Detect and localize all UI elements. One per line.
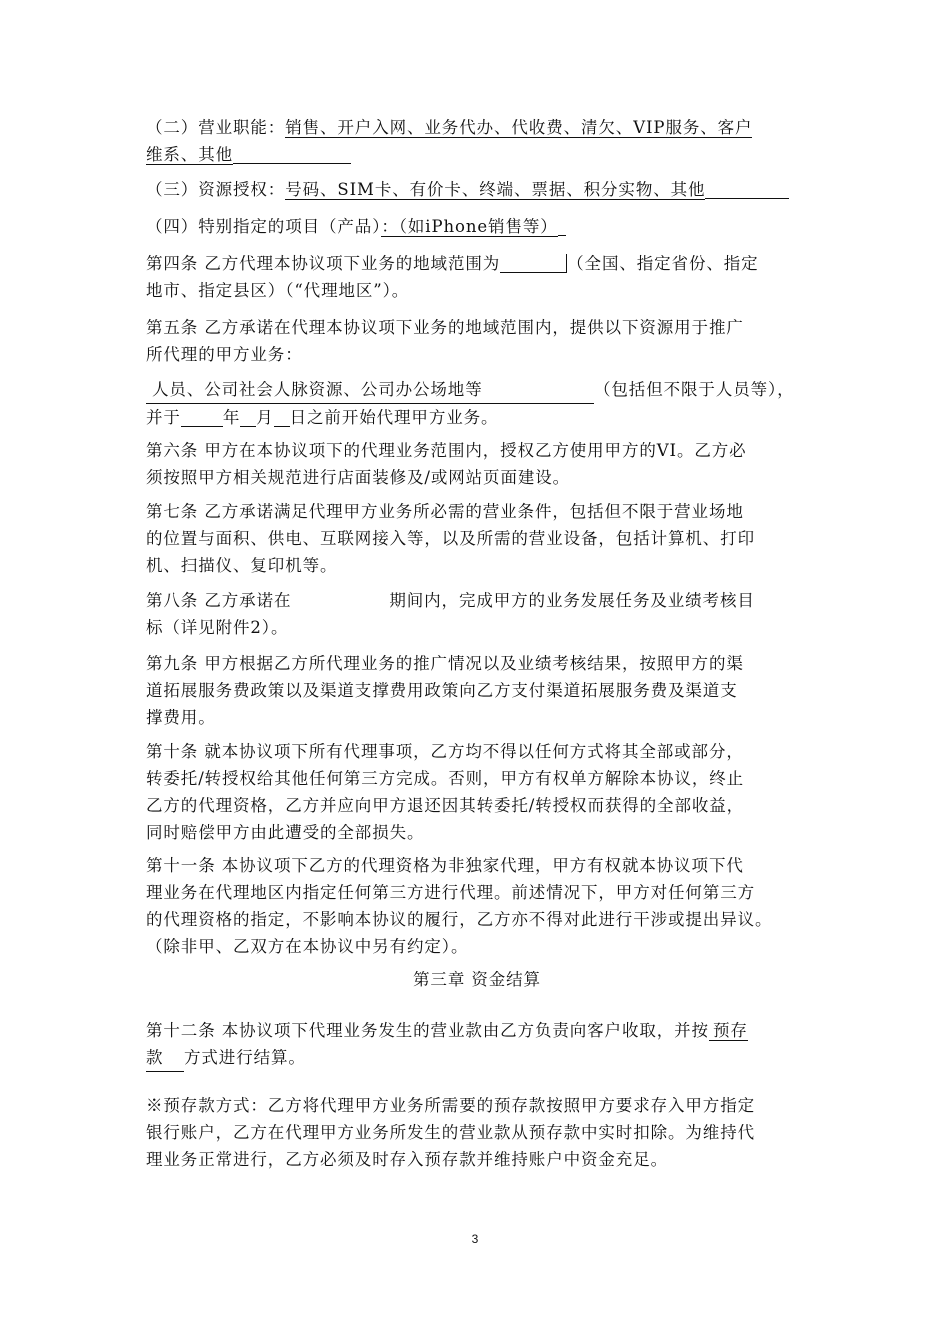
article-text: 第十条 就本协议项下所有代理事项，乙方均不得以任何方式将其全部或部分， [146,742,744,761]
note-text: ※预存款方式：乙方将代理甲方业务所需要的预存款按照甲方要求存入甲方指定 [146,1096,755,1115]
article-text: 第九条 甲方根据乙方所代理业务的推广情况以及业绩考核结果，按照甲方的渠 [146,654,744,673]
filled-text: 号码、SIM卡、有价卡、终端、票据、积分实物、其他 [285,180,706,199]
article-12 [146,1017,808,1072]
clause-special-items [146,213,808,240]
article-text: 地市、指定县区）（“代理地区”）。 [146,281,410,300]
prepayment-note [146,1092,808,1173]
blank-line [233,145,351,164]
chapter-heading [146,966,808,993]
date-day-blank [274,408,290,427]
article-text: 第四条 乙方代理本协议项下业务的地域范围为 [146,254,501,273]
note-text: 理业务正常进行，乙方必须及时存入预存款并维持账户中资金充足。 [146,1150,668,1169]
filled-value: 预存 [712,1021,748,1040]
label: （二）营业职能： [146,118,286,137]
article-text: 同时赔偿甲方由此遭受的全部损失。 [146,823,425,842]
filled-text [709,1021,748,1041]
article-text: 第五条 乙方承诺在代理本协议项下业务的地域范围内，提供以下资源用于推广 [146,318,744,337]
article-text: 期间内，完成甲方的业务发展任务及业绩考核目 [389,591,755,610]
article-text: （包括但不限于人员等）， [594,380,795,399]
filled-value: 人员、公司社会人脉资源、公司办公场地等 [152,380,483,399]
article-text: 方式进行结算。 [184,1048,306,1067]
blank-line [558,217,566,236]
label: （四）特别指定的项目（产品） [146,217,382,236]
filled-text [146,1044,184,1072]
article-text: 转委托/转授权给其他任何第三方完成。否则，甲方有权单方解除本协议，终止 [146,769,745,788]
article-text: 所代理的甲方业务： [146,345,303,364]
article-text: 理业务在代理地区内指定任何第三方进行代理。前述情况下，甲方对任何第三方 [146,883,755,902]
blank-line [500,254,567,273]
article-text: （除非甲、乙双方在本协议中另有约定）。 [146,937,469,956]
article-text: 年 [222,408,241,427]
article-9 [146,650,808,731]
article-text: 的代理资格的指定，不影响本协议的履行，乙方亦不得对此进行干涉或提出异议。 [146,910,773,929]
article-4 [146,250,808,304]
article-text: 乙方的代理资格，乙方并应向甲方退还因其转委托/转授权而获得的全部收益， [146,796,745,815]
article-6 [146,437,808,491]
article-text: 日之前开始代理甲方业务。 [289,408,499,427]
article-text: 标（详见附件2）。 [146,618,289,637]
article-text: 的位置与面积、供电、互联网接入等，以及所需的营业设备，包括计算机、打印 [146,529,755,548]
article-text: 机、扫描仪、复印机等。 [146,556,338,575]
filled-value: 款 [146,1048,164,1067]
article-text: 第十一条 本协议项下乙方的代理资格为非独家代理，甲方有权就本协议项下代 [146,856,744,875]
article-text: 第七条 乙方承诺满足代理甲方业务所必需的营业条件，包括但不限于营业场地 [146,502,744,521]
date-year-blank [181,408,223,427]
article-8 [146,587,808,641]
article-text: 第六条 甲方在本协议项下的代理业务范围内，授权乙方使用甲方的VI。乙方必 [146,441,747,460]
clause-business-function [146,114,808,168]
chapter-title: 第三章 资金结算 [413,970,541,989]
date-month-blank [240,408,256,427]
article-text: 撑费用。 [146,708,216,727]
article-text: 须按照甲方相关规范进行店面装修及/或网站页面建设。 [146,468,571,487]
article-text: 月 [256,408,274,427]
label: （三）资源授权： [146,180,286,199]
filled-text: ：（如iPhone销售等） [381,217,558,236]
article-5-resources [146,376,808,431]
article-5 [146,314,808,368]
note-text: 银行账户，乙方在代理甲方业务所发生的营业款从预存款中实时扣除。为维持代 [146,1123,755,1142]
article-7 [146,498,808,579]
article-text: 第十二条 本协议项下代理业务发生的营业款由乙方负责向客户收取，并按 [146,1021,709,1040]
filled-text: 维系、其他 [146,145,233,164]
article-text: 道拓展服务费政策以及渠道支撑费用政策向乙方支付渠道拓展服务费及渠道支 [146,681,738,700]
filled-text [146,376,594,404]
page-number: 3 [471,1232,479,1246]
article-text: 并于 [146,408,181,427]
article-10 [146,738,808,846]
filled-text: 销售、开户入网、业务代办、代收费、清欠、VIP服务、客户 [285,118,753,137]
clause-resource-authorization [146,176,808,203]
article-11 [146,852,808,960]
article-text: 第八条 乙方承诺在 [146,591,292,610]
article-text: （全国、指定省份、指定 [567,254,759,273]
blank-line [705,180,789,199]
